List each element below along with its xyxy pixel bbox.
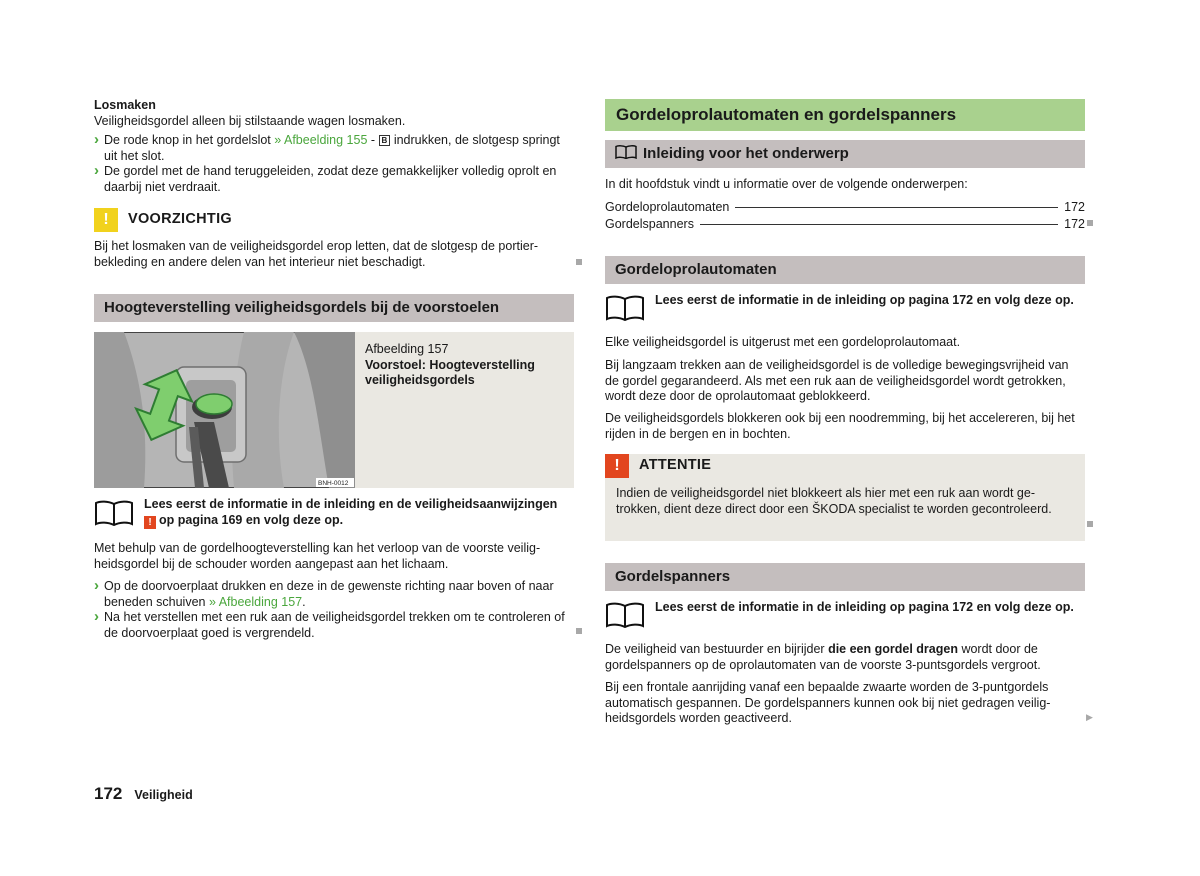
book-icon <box>605 602 645 628</box>
figure-caption-text: Voorstoel: Hoogteverstelling veiligheidsgordels <box>365 357 535 387</box>
voorzichtig-title: VOORZICHTIG <box>128 211 232 228</box>
hoogteverstelling-body <box>94 541 574 641</box>
oprol-paragraph-3: De veiligheidsgordels blokkeren ook bij een noodremming, bij het accelereren, bij het rijden in de bergen en in bochten. <box>605 411 1075 441</box>
hoogteverstelling-step-1 <box>94 579 574 610</box>
step-text: . <box>302 594 306 609</box>
continue-arrow-icon: ▶ <box>1086 712 1093 722</box>
oprol-paragraph-2: Bij langzaam trekken aan de veiligheidsgordel is de volledige bewegingsvrijheid van de gordel gegarandeerd. Als met een ruk aan de veiligheidsgordel wordt getrokken, wordt deze door de oprolautomaat geblokkeerd. <box>605 358 1069 403</box>
page-footer <box>94 786 193 804</box>
losmaken-step-2: › De gordel met de hand teruggeleiden, zodat deze gemakkelijker volledig oprolt en daarbij niet verdraait. <box>94 164 574 195</box>
toc-item[interactable] <box>605 200 1085 217</box>
figure-number: Afbeelding 157 <box>365 342 449 356</box>
end-of-section-marker <box>1087 220 1093 226</box>
toc-item[interactable] <box>605 217 1085 234</box>
oprol-paragraph-1: Elke veiligheidsgordel is uitgerust met een gordeloprolautomaat. <box>605 335 961 349</box>
step-text: - <box>370 133 376 147</box>
voorzichtig-box <box>94 208 574 270</box>
page-number: 172 <box>94 784 123 803</box>
end-of-section-marker <box>1087 521 1093 527</box>
attentie-title: ATTENTIE <box>639 457 712 474</box>
paragraph-part: wordt door de gordelspanners op de oprolautomaten van de voorste 3-puntsgordels vergroot. <box>605 642 1041 672</box>
intro-title-bar <box>605 140 1085 168</box>
step-text: De rode knop in het gordelslot <box>104 133 271 147</box>
attentie-header <box>605 454 1085 478</box>
figure-code: BNH-0012 <box>318 480 349 487</box>
losmaken-intro: Veiligheidsgordel alleen bij stilstaande wagen losmaken. <box>94 113 406 128</box>
figure-157 <box>94 332 574 488</box>
intro-text: In dit hoofdstuk vindt u informatie over de volgende onderwerpen: <box>605 177 968 191</box>
losmaken-heading: Losmaken <box>94 98 156 112</box>
danger-icon: ! <box>605 454 629 478</box>
section-title-gordelspanners: Gordelspanners <box>605 563 1085 591</box>
intro-title: Inleiding voor het onderwerp <box>643 145 849 162</box>
toc-leader <box>735 207 1058 208</box>
seatbelt-height-illustration <box>94 332 355 488</box>
hoogteverstelling-text: Met behulp van de gordelhoogteverstelling kan het verloop van de voorste veiligheidsgordel bij de schouder worden aangepast aan het lichaam. <box>94 541 541 571</box>
toc-leader <box>700 224 1058 225</box>
spanners-paragraph-1 <box>605 642 1085 673</box>
toc-label: Gordelspanners <box>605 217 694 231</box>
read-first-note-1 <box>605 293 1085 323</box>
attentie-box <box>605 454 1085 541</box>
toc-label: Gordeloprolautomaten <box>605 200 730 214</box>
section-title-hoogteverstelling: Hoogteverstelling veiligheidsgordels bij de voorstoelen <box>94 294 574 322</box>
figure-link-155[interactable]: » Afbeelding 155 <box>274 133 368 147</box>
caution-icon: ! <box>94 208 118 232</box>
figure-caption <box>365 342 570 389</box>
toc-list <box>605 200 1085 234</box>
spanners-paragraph-2: Bij een frontale aanrijding vanaf een bepaalde zwaarte worden de 3-puntgordels automatisch gespannen. De gordelspanners kunnen ook bij niet gedragen veiligheidsgordels worden geactiveerd. <box>605 680 1051 725</box>
paragraph-emphasis: die een gordel dragen <box>828 642 958 656</box>
warning-icon: ! <box>144 516 156 529</box>
read-first-text-1: Lees eerst de informatie in de inleiding op pagina 172 en volg deze op. <box>655 293 1074 307</box>
step-text: Op de doorvoerplaat drukken en deze in de gewenste richting naar boven of naar beneden schuiven <box>104 579 554 609</box>
read-first-note-left <box>94 497 574 529</box>
hoogteverstelling-step-2: › Na het verstellen met een ruk aan de veiligheidsgordel trekken om te controleren of de doorvoerplaat goed is vergrendeld. <box>94 610 574 641</box>
voorzichtig-text: Bij het losmaken van de veiligheidsgordel erop letten, dat de slotgesp de portierbekleding en andere delen van het interieur niet beschadigt. <box>94 239 539 269</box>
step-text: indrukken, de slotgesp springt uit het slot. <box>104 133 560 163</box>
read-first-text-left <box>144 497 574 529</box>
end-of-section-marker <box>576 628 582 634</box>
read-first-part: op pagina 169 en volg deze op. <box>159 512 344 527</box>
read-first-note-2 <box>605 600 1085 630</box>
end-of-section-marker <box>576 259 582 265</box>
toc-page: 172 <box>1064 217 1085 231</box>
paragraph-part: De veiligheid van bestuurder en bijrijder <box>605 642 825 656</box>
attentie-text: Indien de veiligheidsgordel niet blokkeert als hier met een ruk aan wordt getrokken, dient deze direct door een ŠKODA specialist te worden gecontroleerd. <box>616 486 1052 516</box>
read-first-text-2: Lees eerst de informatie in de inleiding op pagina 172 en volg deze op. <box>655 600 1074 614</box>
chapter-title: Gordeloprolautomaten en gordelspanners <box>605 99 1085 131</box>
key-b-label: B <box>379 135 391 146</box>
losmaken-block <box>94 98 574 195</box>
footer-section: Veiligheid <box>134 788 193 802</box>
book-icon <box>615 145 637 159</box>
book-icon <box>605 295 645 321</box>
losmaken-step-1 <box>94 133 574 164</box>
toc-page: 172 <box>1064 200 1085 214</box>
voorzichtig-header <box>94 208 574 232</box>
section-title-oprolautomaten: Gordeloprolautomaten <box>605 256 1085 284</box>
book-icon <box>94 500 134 526</box>
figure-link-157[interactable]: » Afbeelding 157 <box>208 594 303 609</box>
read-first-part: Lees eerst de informatie in de inleiding en de veiligheidsaanwijzingen <box>144 497 558 511</box>
